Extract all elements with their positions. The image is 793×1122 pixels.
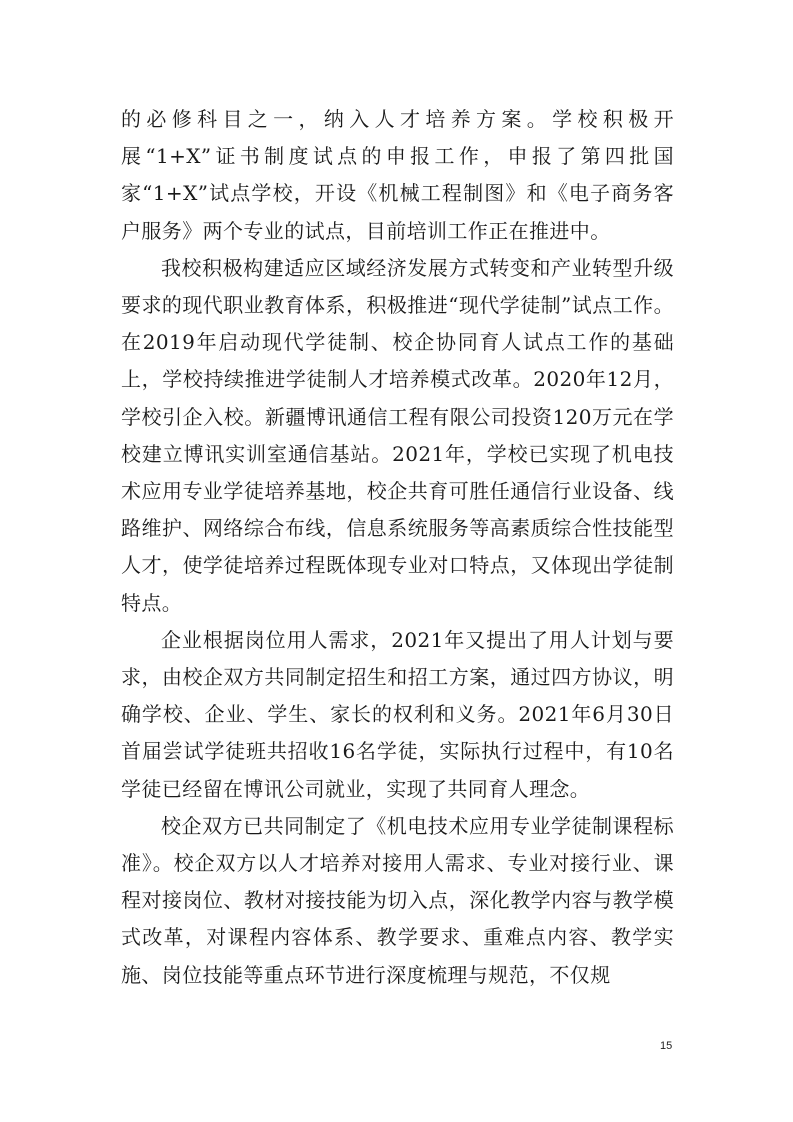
paragraph-continuation: 的必修科目之一，纳入人才培养方案。学校积极开展“1+X”证书制度试点的申报工作，申报了第四批国家“1+X”试点学校，开设《机械工程制图》和《电子商务客户服务》两个专业的试点，目前培训工作正在推进中。 (121, 107, 674, 243)
paragraph-enterprise-demand: 企业根据岗位用人需求，2021年又提出了用人计划与要求，由校企双方共同制定招生和招工方案，通过四方协议，明确学校、企业、学生、家长的权利和义务。2021年6月30日首届尝试学徒班共招收16名学徒，实际执行过程中，有10名学徒已经留在博讯公司就业，实现了共同育人理念。 (121, 627, 674, 801)
paragraph-curriculum-standard: 校企双方已共同制定了《机电技术应用专业学徒制课程标准》。校企双方以人才培养对接用人需求、专业对接行业、课程对接岗位、教材对接技能为切入点，深化教学内容与教学模式改革，对课程内容体系、教学要求、重难点内容、教学实施、岗位技能等重点环节进行深度梳理与规范，不仅规 (121, 813, 674, 987)
paragraph-modern-apprenticeship: 我校积极构建适应区域经济发展方式转变和产业转型升级要求的现代职业教育体系，积极推进“现代学徒制”试点工作。在2019年启动现代学徒制、校企协同育人试点工作的基础上，学校持续推进学徒制人才培养模式改革。2020年12月，学校引企入校。新疆博讯通信工程有限公司投资120万元在学校建立博讯实训室通信基站。2021年，学校已实现了机电技术应用专业学徒培养基地，校企共育可胜任通信行业设备、线路维护、网络综合布线，信息系统服务等高素质综合性技能型人才，使学徒培养过程既体现专业对口特点，又体现出学徒制特点。 (121, 255, 674, 615)
page-number: 15 (660, 1040, 673, 1052)
body-text (121, 101, 674, 994)
